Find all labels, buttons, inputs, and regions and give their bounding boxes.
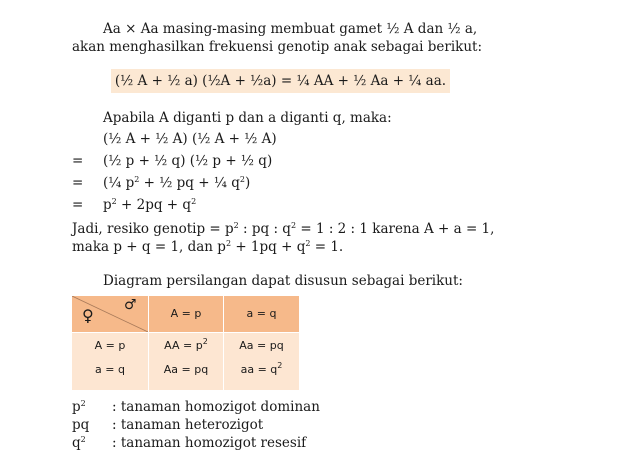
equals-sign-2: = — [72, 175, 84, 191]
male-symbol-icon: ♂ — [124, 297, 137, 313]
col-header-2: a = q — [224, 296, 299, 332]
intro-line-2: akan menghasilkan frekuensi genotip anak sebagai berikut: — [72, 39, 482, 55]
equals-sign-1: = — [72, 153, 84, 169]
substitution-step-3: $p^2 + 2pq + q^2$ — [103, 197, 197, 213]
col-2-cells — [224, 333, 299, 390]
female-symbol-icon: ♀ — [82, 306, 94, 325]
intro-line-1: Aa × Aa masing-masing membuat gamet ½ A dan ½ a, — [103, 21, 478, 37]
legend-row-2: pq : tanaman heterozigot — [72, 417, 264, 433]
cell-AA: AA = $p^2$ — [164, 337, 208, 352]
substitution-intro: Apabila A diganti p dan a diganti q, maka: — [103, 110, 392, 126]
equals-sign-3: = — [72, 197, 84, 213]
cell-aa: aa = $q^2$ — [240, 361, 283, 376]
substitution-step-1: (½ p + ½ q) (½ p + ½ q) — [103, 153, 273, 169]
col-1-cells — [149, 333, 223, 390]
cell-Aa-upper: Aa = pq — [239, 339, 284, 352]
row-header-1: A = p — [94, 339, 126, 352]
conclusion-line-2: maka p + q = 1, dan $p^2 + 1pq + q^2 = 1$. — [72, 239, 344, 255]
genotype-formula-box: (½ A + ½ a) (½A + ½a) = ¼ AA + ½ Aa + ¼ aa. — [111, 69, 450, 93]
row-header-2: a = q — [95, 363, 125, 376]
substitution-expression: (½ A + ½ A) (½ A + ½ A) — [103, 131, 277, 147]
legend-row-1: $p^2$ : tanaman homozigot dominan — [72, 399, 320, 415]
conclusion-line-1: Jadi, resiko genotip = $p^2$ : pq : $q^2 = 1$ : 2 : 1 karena A + a = 1, — [72, 221, 495, 237]
diagram-intro: Diagram persilangan dapat disusun sebagai berikut: — [103, 273, 463, 289]
substitution-step-2: (¼ $p^2$ + ½ pq + ¼ $q^2$) — [103, 175, 251, 191]
legend-row-3: $q^2$ : tanaman homozigot resesif — [72, 435, 307, 451]
col-header-1: A = p — [149, 296, 223, 332]
corner-cell — [72, 296, 148, 332]
cell-Aa-lower: Aa = pq — [163, 363, 209, 376]
row-headers-cell — [72, 333, 148, 390]
cross-table — [72, 296, 299, 390]
